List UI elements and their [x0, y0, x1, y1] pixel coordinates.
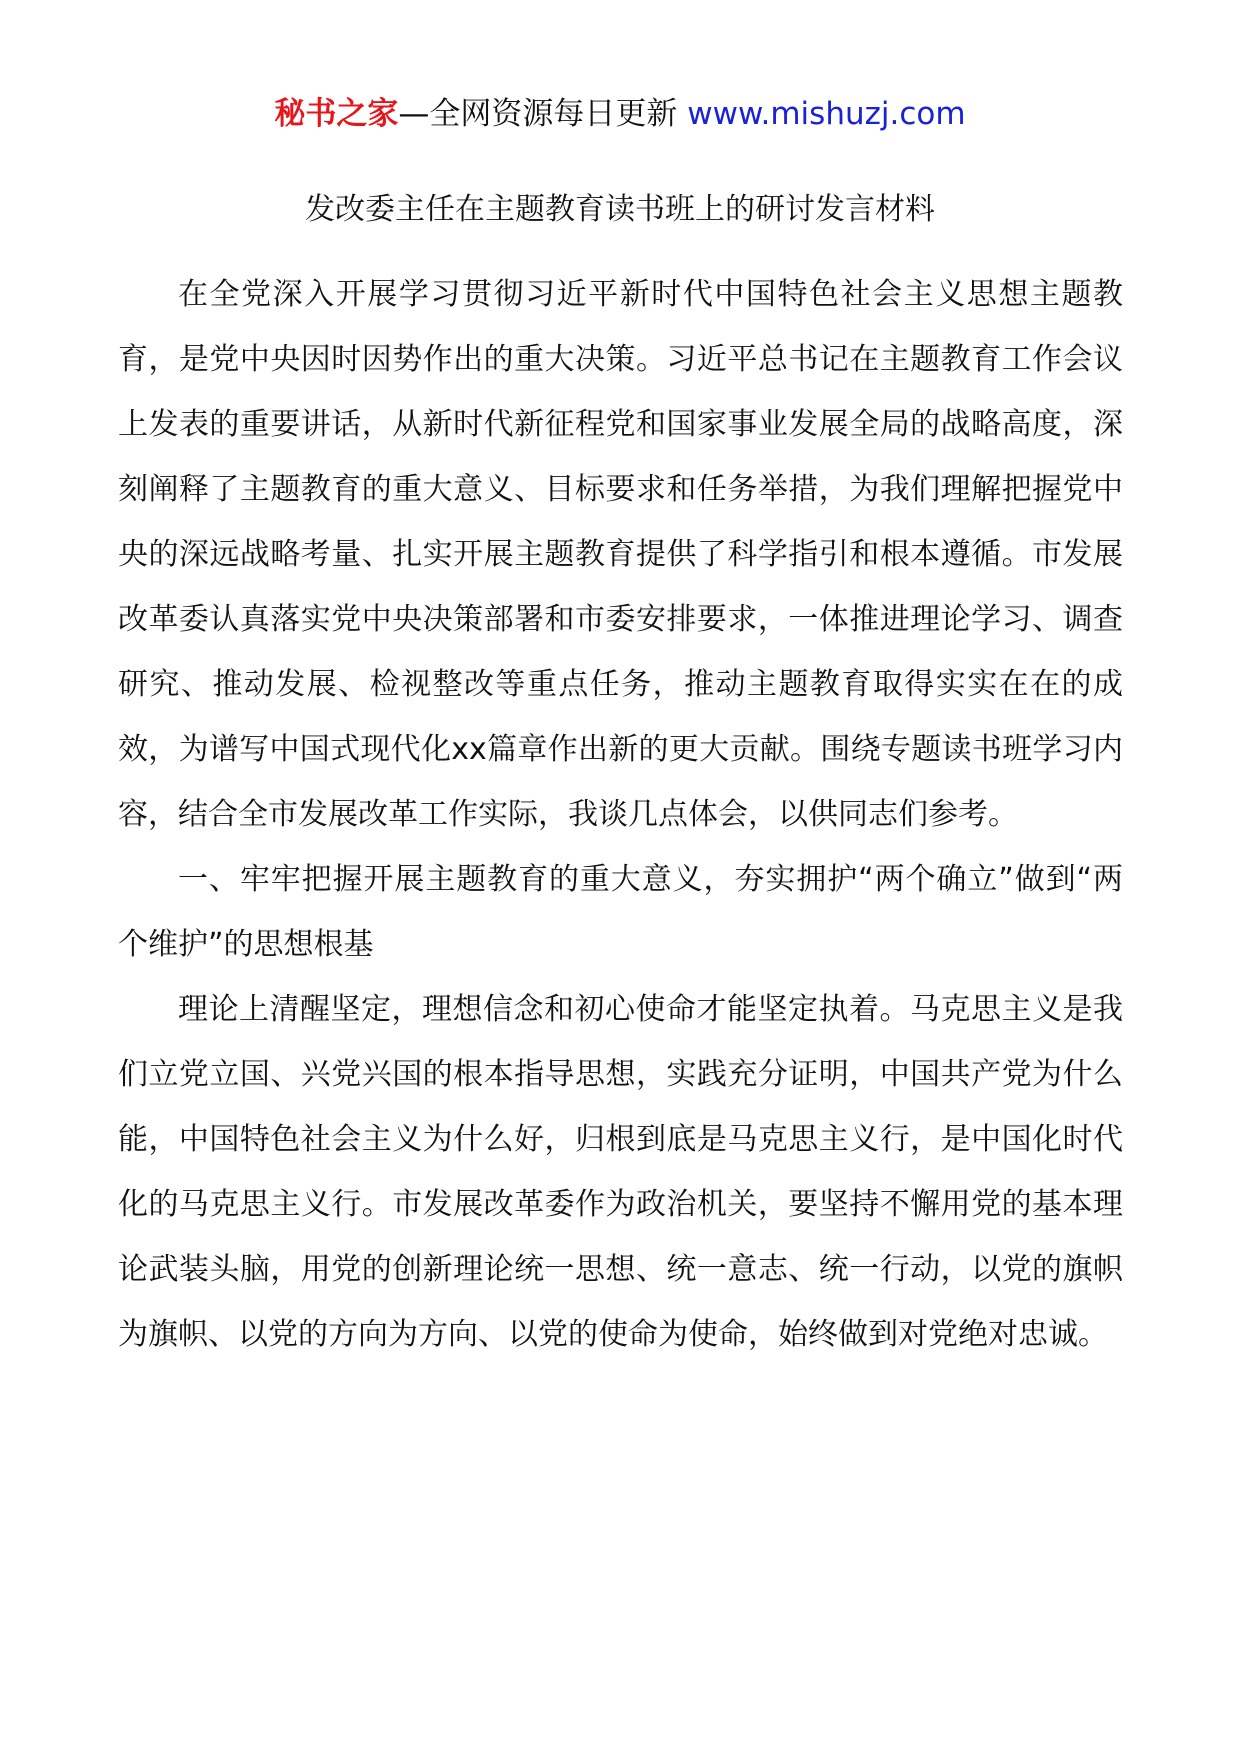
section-1-paragraph: 理论上清醒坚定，理想信念和初心使命才能坚定执着。马克思主义是我们立党立国、兴党兴国的根本指导思想，实践充分证明，中国共产党为什么能，中国特色社会主义为什么好，归根到底是马克思主义行，是中国化时代化的马克思主义行。市发展改革委作为政治机关，要坚持不懈用党的基本理论武装头脑，用党的创新理论统一思想、统一意志、统一行动，以党的旗帜为旗帜、以党的方向为方向、以党的使命为使命，始终做到对党绝对忠诚。 — [118, 992, 1123, 1352]
site-url-link[interactable]: www.mishuzj.com — [687, 96, 966, 132]
site-brand: 秘书之家 — [274, 96, 399, 132]
document-title: 发改委主任在主题教育读书班上的研讨发言材料 — [305, 192, 935, 227]
site-header — [0, 94, 1240, 134]
section-heading-1: 一、牢牢把握开展主题教育的重大意义，夯实拥护“两个确立”做到“两个维护”的思想根基 — [118, 862, 1123, 962]
intro-paragraph: 在全党深入开展学习贯彻习近平新时代中国特色社会主义思想主题教育，是党中央因时因势作出的重大决策。习近平总书记在主题教育工作会议上发表的重要讲话，从新时代新征程党和国家事业发展全局的战略高度，深刻阐释了主题教育的重大意义、目标要求和任务举措，为我们理解把握党中央的深远战略考量、扎实开展主题教育提供了科学指引和根本遵循。市发展改革委认真落实党中央决策部署和市委安排要求，一体推进理论学习、调查研究、推动发展、检视整改等重点任务，推动主题教育取得实实在在的成效，为谱写中国式现代化xx篇章作出新的更大贡献。围绕专题读书班学习内容，结合全市发展改革工作实际，我谈几点体会，以供同志们参考。 — [118, 277, 1123, 832]
site-tagline: —全网资源每日更新 — [398, 96, 688, 132]
document-body — [118, 262, 1123, 1367]
